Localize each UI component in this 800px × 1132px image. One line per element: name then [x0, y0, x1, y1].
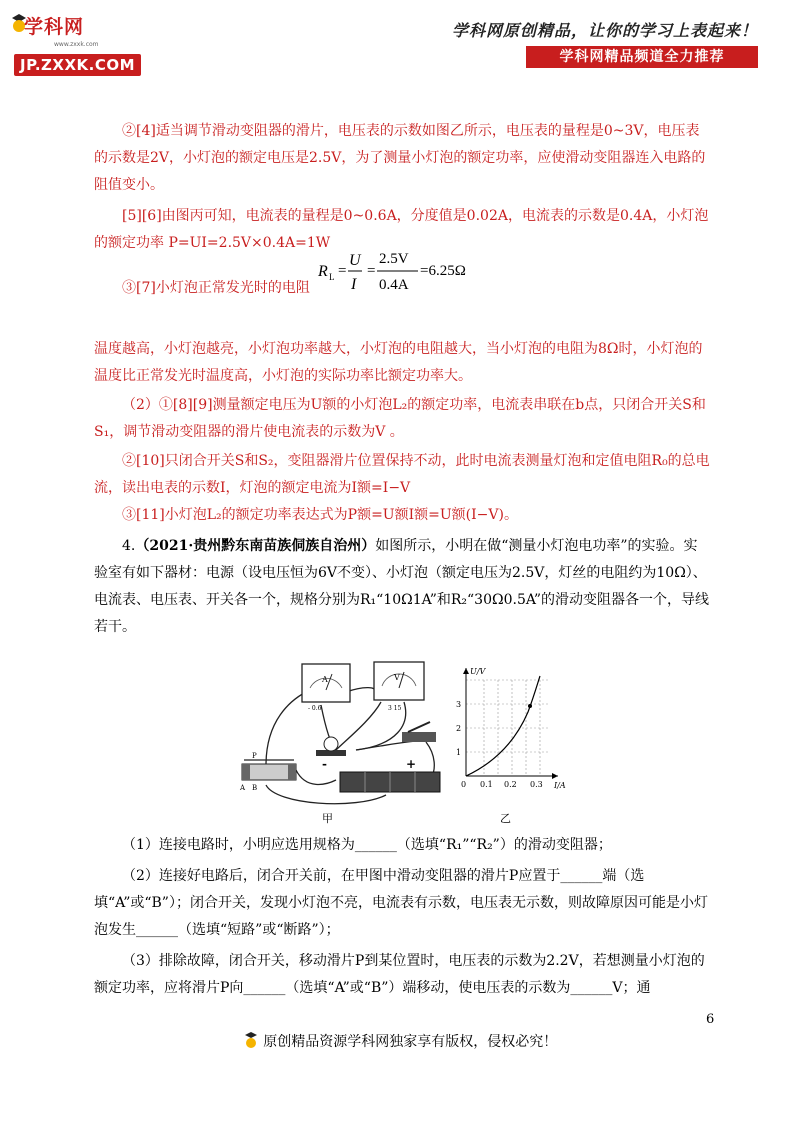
ammeter-terminals: - 0.6	[308, 705, 322, 712]
answer-paragraph-5: （2）①[8][9]测量额定电压为U额的小灯泡L₂的额定功率，电流表串联在b点，只闭合开关S和S₁，调节滑动变阻器的滑片使电流表的示数为V 。	[94, 397, 706, 440]
rheostat-b-label: B	[252, 784, 258, 792]
question-text: 如图所示，小明在做“测量小灯泡电功率”的实验。实验室有如下器材：电源（设电压恒为6V不变）、小灯泡（额定电压为2.5V，灯丝的电阻约为10Ω）、电流表、电压表、开关各一个，规格分别为R₁“10Ω1A”和R₂“30Ω0.5A”的滑动变阻器各一个，导线若干。	[94, 538, 710, 635]
formula-result: =6.25Ω	[420, 263, 466, 279]
voltmeter-terminals: 3 15	[388, 705, 402, 712]
graph-ytick: 3	[456, 700, 462, 709]
answer-paragraph-6: ②[10]只闭合开关S和S₂，变阻器滑片位置保持不动，此时电流表测量灯泡和定值电阻R₀的总电流，读出电表的示数I，灯泡的额定电流为I额=I−V	[94, 453, 710, 496]
battery-plus: +	[406, 757, 417, 771]
document-body	[94, 118, 710, 641]
graph-ytick: 2	[456, 724, 462, 733]
experiment-figure	[236, 660, 576, 825]
copyright-text: 原创精品资源学科网独家享有版权，侵权必究！	[263, 1034, 558, 1050]
header-slogan: 学科网原创精品，让你的学习上表起来！	[451, 21, 758, 40]
formula-den2: 0.4A	[379, 277, 409, 293]
svg-text:=: =	[367, 263, 376, 279]
resistance-formula	[316, 243, 486, 299]
rheostat	[239, 752, 296, 792]
rheostat-a-label: A	[240, 784, 246, 792]
site-logo	[10, 8, 170, 78]
answer-paragraph-4: 温度越高，小灯泡越亮，小灯泡功率越大，小灯泡的电阻越大，当小灯泡的电阻为8Ω时，小灯泡的温度比正常发光时温度高，小灯泡的实际功率比额定功率大。	[94, 341, 703, 384]
sub-questions	[94, 832, 710, 1002]
graduate-mascot-icon	[243, 1030, 259, 1050]
figure-label-left: 甲	[322, 812, 333, 825]
question-number: 4.	[122, 538, 136, 554]
formula-lhs-sub: L	[329, 272, 335, 282]
graph-ytick: 1	[456, 748, 462, 757]
graph-xtick: 0	[461, 780, 467, 789]
sub-question-1: （1）连接电路时，小明应选用规格为______（选填“R₁”“R₂”）的滑动变阻器；	[122, 837, 612, 853]
formula-lhs: R	[318, 263, 328, 280]
formula-num2: 2.5V	[379, 251, 409, 267]
sub-question-2: （2）连接好电路后，闭合开关前，在甲图中滑动变阻器的滑片P应置于______端（选填“A”或“B”）；闭合开关，发现小灯泡不亮，电流表有示数，电压表无示数，则故障原因可能是小灯泡发生______（选填“短路”或“断路”）；	[94, 868, 708, 938]
answer-paragraph-1: ②[4]适当调节滑动变阻器的滑片，电压表的示数如图乙所示，电压表的量程是0~3V，电压表的示数是2V，小灯泡的额定电压是2.5V，为了测量小灯泡的额定功率，应使滑动变阻器连入电路的阻值变小。	[94, 123, 706, 193]
circuit-and-graph	[236, 660, 576, 825]
rheostat-p-label: P	[252, 752, 257, 760]
graph-xlabel: I/A	[554, 781, 566, 790]
figure-label-right: 乙	[500, 812, 511, 825]
logo-subtext: www.zxxk.com	[54, 41, 99, 48]
graph-xtick: 0.2	[504, 780, 517, 789]
ammeter	[302, 664, 350, 712]
logo-text: 学科网	[24, 16, 85, 38]
svg-text:=: =	[338, 263, 347, 279]
page-number: 6	[706, 1012, 715, 1027]
voltmeter	[374, 662, 424, 712]
footer-copyright	[0, 1030, 800, 1051]
answer-paragraph-7: ③[11]小灯泡L₂的额定功率表达式为P额=U额I额=U额(I−V)。	[122, 507, 518, 523]
graph-xtick: 0.3	[530, 780, 543, 789]
voltmeter-label: V	[394, 673, 400, 682]
sub-question-3: （3）排除故障，闭合开关，移动滑片P到某位置时，电压表的示数为2.2V，若想测量小灯泡的额定功率，应将滑片P向______（选填“A”或“B”）端移动，使电压表的示数为______V；通	[94, 953, 705, 996]
question-source: （2021·贵州黔东南苗族侗族自治州）	[135, 538, 376, 554]
ui-graph	[456, 667, 566, 790]
answer-paragraph-3: ③[7]小灯泡正常发光时的电阻	[122, 280, 310, 296]
switch	[402, 722, 436, 742]
graph-ylabel: U/V	[470, 667, 486, 676]
header-channel-banner: 学科网精品频道全力推荐	[526, 46, 758, 68]
logo-url: JP.ZXXK.COM	[14, 54, 141, 76]
battery-minus: -	[322, 757, 327, 771]
answer-paragraph-2: [5][6]由图丙可知，电流表的量程是0~0.6A，分度值是0.02A，电流表的示数是0.4A，小灯泡的额定功率 P=UI=2.5V×0.4A=1W	[94, 208, 709, 251]
light-bulb	[316, 737, 346, 756]
formula-den1: I	[351, 276, 357, 293]
question-4	[94, 533, 710, 641]
graph-xtick: 0.1	[480, 780, 493, 789]
ammeter-label: A	[322, 675, 328, 684]
battery	[322, 757, 440, 792]
formula-num1: U	[349, 252, 361, 269]
